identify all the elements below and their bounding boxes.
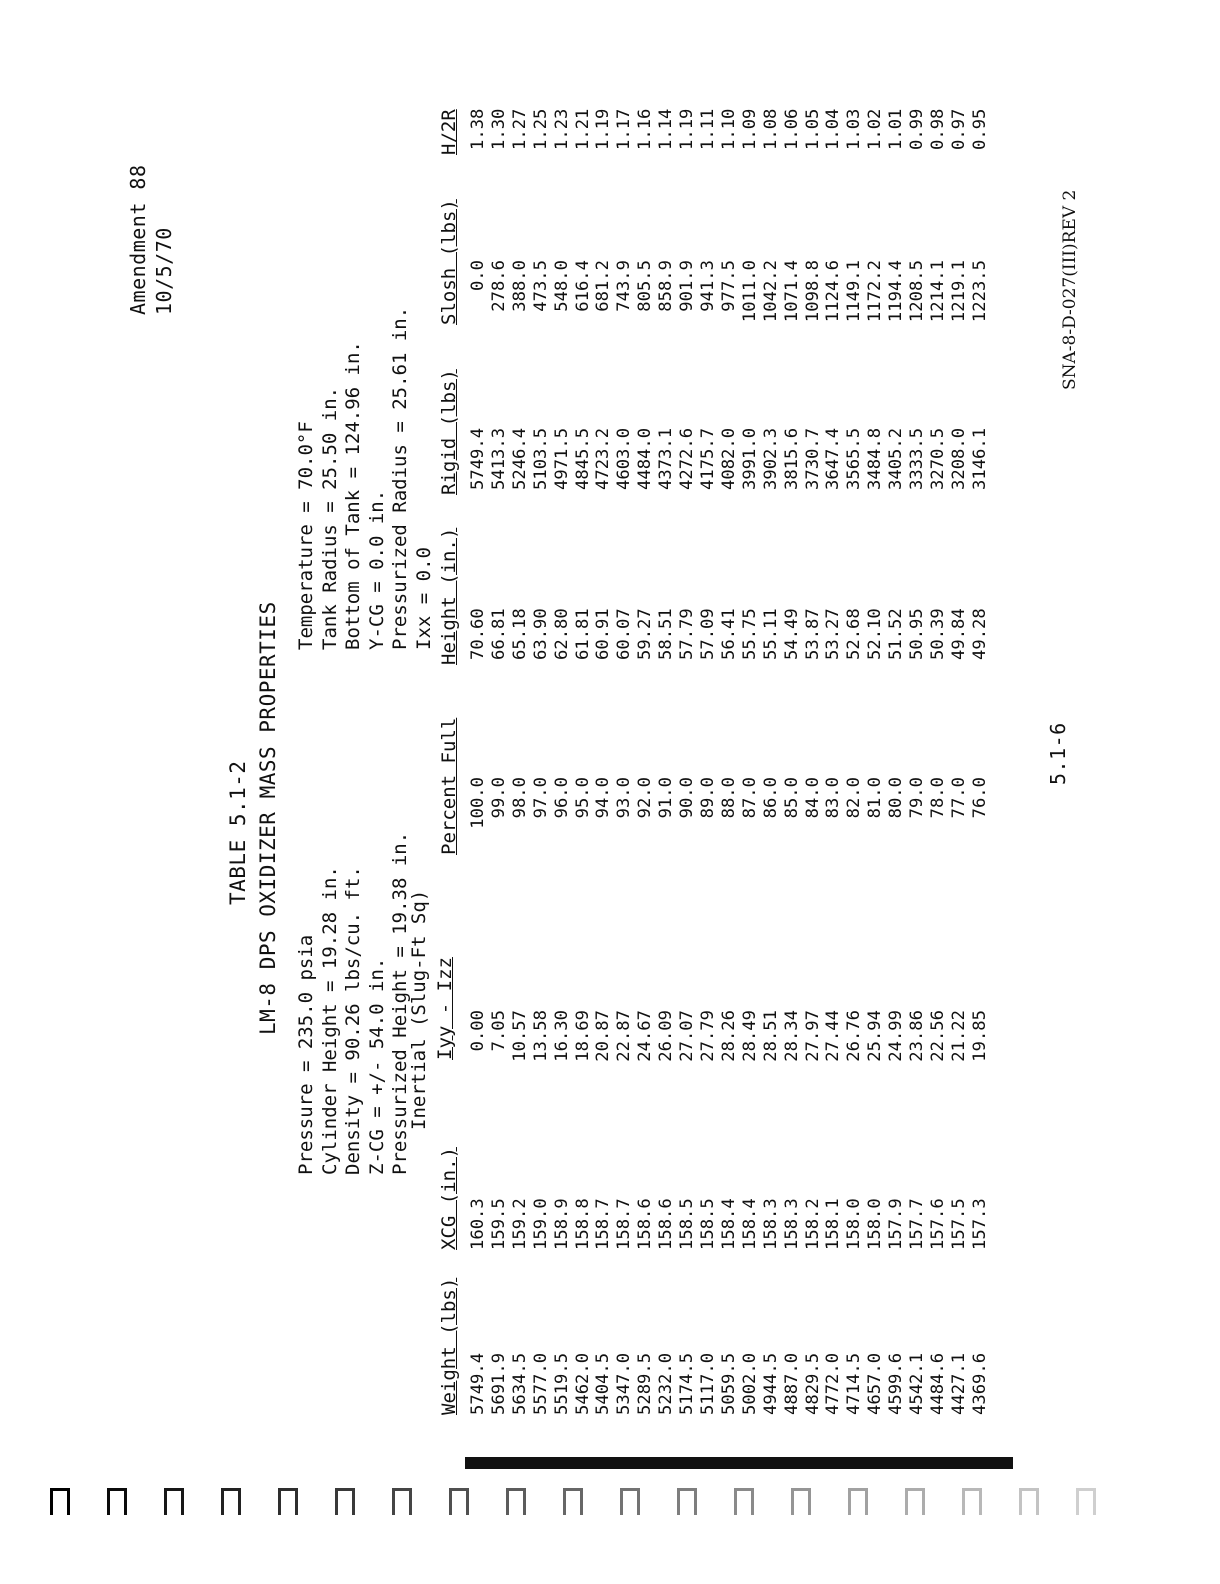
page-number: 5.1-6: [1046, 722, 1070, 785]
cell-percent: 82.0: [844, 777, 865, 819]
cell-iyy: 18.69: [572, 1010, 593, 1062]
cell-rigid: 4373.1: [656, 427, 677, 490]
cell-weight: 5347.0: [614, 1352, 635, 1415]
cell-iyy: 22.87: [614, 1010, 635, 1062]
cell-slosh: 743.9: [614, 260, 635, 312]
cell-xcg: 158.2: [802, 1198, 823, 1250]
cell-iyy: 26.09: [656, 1010, 677, 1062]
col-slosh: [468, 260, 991, 335]
cell-height: 50.95: [907, 608, 928, 660]
cell-height: 61.81: [572, 608, 593, 660]
cell-xcg: 157.9: [886, 1198, 907, 1250]
cell-rigid: 3270.5: [927, 427, 948, 490]
cell-height: 55.11: [760, 608, 781, 660]
param-pressurized-height: Pressurized Height = 19.38 in.: [389, 831, 411, 1175]
cell-rigid: 3902.3: [760, 427, 781, 490]
cell-xcg: 157.7: [907, 1198, 928, 1250]
cell-h2r: 1.23: [551, 108, 572, 150]
cell-percent: 77.0: [948, 777, 969, 819]
col-header-rigid: Rigid (lbs): [438, 369, 460, 495]
cell-xcg: 157.3: [969, 1198, 990, 1250]
cell-xcg: 159.5: [488, 1198, 509, 1250]
cell-h2r: 1.06: [781, 108, 802, 150]
edge-mark: [278, 1488, 298, 1515]
cell-weight: 5404.5: [593, 1352, 614, 1415]
param-pressure: Pressure = 235.0 psia: [295, 934, 317, 1175]
edge-mark: [677, 1488, 697, 1515]
cell-weight: 5117.0: [697, 1352, 718, 1415]
col-header-height: Height (in.): [438, 527, 460, 665]
param-ixx: Ixx = 0.0: [412, 547, 435, 650]
cell-rigid: 3565.5: [844, 427, 865, 490]
cell-weight: 4542.1: [907, 1352, 928, 1415]
cell-h2r: 1.04: [823, 108, 844, 150]
cell-rigid: 3815.6: [781, 427, 802, 490]
edge-mark: [1019, 1488, 1039, 1515]
col-weight: [468, 1353, 991, 1415]
cell-xcg: 159.2: [509, 1198, 530, 1250]
cell-rigid: 4723.2: [593, 427, 614, 490]
cell-rigid: 4484.0: [635, 427, 656, 490]
cell-rigid: 3730.7: [802, 427, 823, 490]
cell-h2r: 0.97: [948, 108, 969, 150]
cell-weight: 4427.1: [948, 1352, 969, 1415]
param-pressurized-radius: Pressurized Radius = 25.61 in.: [389, 306, 411, 650]
cell-slosh: 1223.5: [969, 260, 990, 323]
col-h2r: [468, 109, 991, 150]
cell-rigid: 5413.3: [488, 427, 509, 490]
cell-xcg: 158.0: [844, 1198, 865, 1250]
cell-rigid: 4845.5: [572, 427, 593, 490]
cell-percent: 91.0: [656, 777, 677, 819]
cell-xcg: 158.4: [739, 1198, 760, 1250]
cell-iyy: 24.99: [886, 1010, 907, 1062]
cell-iyy: 20.87: [593, 1010, 614, 1062]
cell-h2r: 1.14: [656, 108, 677, 150]
cell-iyy: 27.44: [823, 1010, 844, 1062]
edge-mark: [506, 1488, 526, 1515]
cell-slosh: 548.0: [551, 260, 572, 312]
cell-percent: 90.0: [677, 777, 698, 819]
cell-slosh: 616.4: [572, 260, 593, 312]
cell-h2r: 1.30: [488, 108, 509, 150]
cell-percent: 88.0: [718, 777, 739, 819]
cell-iyy: 28.34: [781, 1010, 802, 1062]
cell-height: 52.10: [865, 608, 886, 660]
col-header-iyy: Iyy - Izz: [434, 957, 456, 1060]
cell-percent: 92.0: [635, 777, 656, 819]
col-header-h2r: H/2R: [438, 109, 460, 155]
cell-slosh: 681.2: [593, 260, 614, 312]
cell-iyy: 26.76: [844, 1010, 865, 1062]
cell-height: 65.18: [509, 608, 530, 660]
edge-mark: [905, 1488, 925, 1515]
cell-percent: 93.0: [614, 777, 635, 819]
cell-weight: 4484.6: [927, 1352, 948, 1415]
cell-weight: 4887.0: [781, 1352, 802, 1415]
cell-h2r: 1.25: [530, 108, 551, 150]
cell-slosh: 1172.2: [865, 260, 886, 323]
cell-height: 60.91: [593, 608, 614, 660]
cell-weight: 4772.0: [823, 1352, 844, 1415]
cell-percent: 99.0: [488, 777, 509, 819]
cell-slosh: 278.6: [488, 260, 509, 312]
param-density: Density = 90.26 lbs/cu. ft.: [342, 866, 364, 1175]
amendment-date: 10/5/70: [152, 227, 176, 315]
param-y-cg: Y-CG = 0.0 in.: [365, 489, 388, 650]
cell-iyy: 28.51: [760, 1010, 781, 1062]
cell-rigid: 4175.7: [697, 427, 718, 490]
cell-height: 49.84: [948, 608, 969, 660]
cell-xcg: 158.5: [677, 1198, 698, 1250]
table-number: TABLE 5.1-2: [226, 760, 250, 905]
cell-xcg: 158.6: [635, 1198, 656, 1250]
cell-height: 55.75: [739, 608, 760, 660]
cell-percent: 85.0: [781, 777, 802, 819]
cell-height: 58.51: [656, 608, 677, 660]
cell-slosh: 1208.5: [907, 260, 928, 323]
cell-xcg: 158.7: [614, 1198, 635, 1250]
cell-xcg: 158.8: [572, 1198, 593, 1250]
cell-rigid: 4971.5: [551, 427, 572, 490]
col-header-percent: Percent Full: [438, 717, 460, 855]
cell-rigid: 3647.4: [823, 427, 844, 490]
param-tank-radius: Tank Radius = 25.50 in.: [318, 386, 341, 650]
col-height: [468, 608, 991, 660]
cell-percent: 97.0: [530, 777, 551, 819]
cell-rigid: 3146.1: [969, 427, 990, 490]
edge-mark: [848, 1488, 868, 1515]
amendment-label: Amendment 88: [126, 164, 150, 315]
cell-weight: 4829.5: [802, 1352, 823, 1415]
cell-iyy: 27.97: [802, 1010, 823, 1062]
edge-mark: [335, 1488, 355, 1515]
cell-xcg: 158.3: [760, 1198, 781, 1250]
cell-iyy: 16.30: [551, 1010, 572, 1062]
cell-weight: 5059.5: [718, 1352, 739, 1415]
cell-iyy: 27.07: [677, 1010, 698, 1062]
cell-slosh: 858.9: [656, 260, 677, 312]
cell-slosh: 473.5: [530, 260, 551, 312]
cell-xcg: 158.9: [551, 1198, 572, 1250]
cell-height: 63.90: [530, 608, 551, 660]
cell-percent: 100.0: [468, 777, 488, 829]
cell-weight: 5691.9: [488, 1352, 509, 1415]
edge-mark: [392, 1488, 412, 1515]
edge-mark: [221, 1488, 241, 1515]
edge-mark: [449, 1488, 469, 1515]
edge-mark: [164, 1488, 184, 1515]
edge-mark: [620, 1488, 640, 1515]
cell-iyy: 21.22: [948, 1010, 969, 1062]
cell-xcg: 160.3: [468, 1198, 488, 1250]
cell-rigid: 3484.8: [865, 427, 886, 490]
cell-weight: 5174.5: [677, 1352, 698, 1415]
cell-rigid: 3405.2: [886, 427, 907, 490]
cell-weight: 5462.0: [572, 1352, 593, 1415]
cell-iyy: 19.85: [969, 1010, 990, 1062]
cell-h2r: 1.02: [865, 108, 886, 150]
cell-weight: 5002.0: [739, 1352, 760, 1415]
cell-xcg: 158.6: [656, 1198, 677, 1250]
cell-h2r: 1.16: [635, 108, 656, 150]
cell-rigid: 4603.0: [614, 427, 635, 490]
cell-height: 49.28: [969, 608, 990, 660]
cell-slosh: 901.9: [677, 260, 698, 312]
edge-mark: [1076, 1488, 1096, 1515]
cell-rigid: 4082.0: [718, 427, 739, 490]
cell-height: 56.41: [718, 608, 739, 660]
cell-weight: 4599.6: [886, 1352, 907, 1415]
param-temperature: Temperature = 70.0°F: [295, 421, 317, 650]
cell-rigid: 5103.5: [530, 427, 551, 490]
cell-height: 59.27: [635, 608, 656, 660]
cell-iyy: 28.49: [739, 1010, 760, 1062]
col-iyy: [468, 1010, 991, 1080]
cell-slosh: 0.0: [468, 260, 488, 292]
cell-percent: 76.0: [969, 777, 990, 819]
col-rigid: [468, 428, 991, 490]
cell-xcg: 158.4: [718, 1198, 739, 1250]
cell-height: 66.81: [488, 608, 509, 660]
cell-weight: 5519.5: [551, 1352, 572, 1415]
cell-rigid: 5246.4: [509, 427, 530, 490]
cell-h2r: 0.98: [927, 108, 948, 150]
document-id: SNA-8-D-027(III)REV 2: [1060, 189, 1080, 390]
cell-h2r: 1.08: [760, 108, 781, 150]
edge-mark: [734, 1488, 754, 1515]
cell-weight: 5232.0: [656, 1352, 677, 1415]
cell-slosh: 1042.2: [760, 260, 781, 323]
cell-rigid: 4272.6: [677, 427, 698, 490]
cell-slosh: 977.5: [718, 260, 739, 312]
cell-iyy: 13.58: [530, 1010, 551, 1062]
edge-mark: [791, 1488, 811, 1515]
cell-percent: 83.0: [823, 777, 844, 819]
params-right: [295, 307, 436, 650]
cell-height: 54.49: [781, 608, 802, 660]
cell-slosh: 805.5: [635, 260, 656, 312]
cell-slosh: 1194.4: [886, 260, 907, 323]
edge-marks: [50, 1488, 1150, 1518]
cell-h2r: 0.95: [969, 108, 990, 150]
table-title: LM-8 DPS OXIDIZER MASS PROPERTIES: [256, 601, 280, 1035]
cell-slosh: 1011.0: [739, 260, 760, 323]
cell-h2r: 1.38: [468, 108, 488, 150]
cell-iyy: 28.26: [718, 1010, 739, 1062]
cell-percent: 95.0: [572, 777, 593, 819]
cell-height: 51.52: [886, 608, 907, 660]
cell-weight: 5577.0: [530, 1352, 551, 1415]
cell-percent: 79.0: [907, 777, 928, 819]
cell-percent: 89.0: [697, 777, 718, 819]
cell-height: 53.87: [802, 608, 823, 660]
cell-h2r: 1.05: [802, 108, 823, 150]
cell-h2r: 1.03: [844, 108, 865, 150]
cell-h2r: 1.19: [677, 108, 698, 150]
cell-height: 57.09: [697, 608, 718, 660]
col-header-inertial: Inertial (Slug-Ft Sq): [408, 889, 430, 1130]
cell-percent: 96.0: [551, 777, 572, 819]
param-cylinder-height: Cylinder Height = 19.28 in.: [318, 866, 341, 1175]
cell-height: 50.39: [927, 608, 948, 660]
cell-height: 60.07: [614, 608, 635, 660]
cell-slosh: 1214.1: [927, 260, 948, 323]
edge-mark: [107, 1488, 127, 1515]
cell-h2r: 1.01: [886, 108, 907, 150]
cell-height: 57.79: [677, 608, 698, 660]
cell-iyy: 22.56: [927, 1010, 948, 1062]
cell-percent: 86.0: [760, 777, 781, 819]
cell-slosh: 1098.8: [802, 260, 823, 323]
cell-h2r: 1.19: [593, 108, 614, 150]
cell-height: 53.27: [823, 608, 844, 660]
cell-rigid: 3208.0: [948, 427, 969, 490]
cell-height: 62.80: [551, 608, 572, 660]
param-z-cg: Z-CG = +/- 54.0 in.: [365, 957, 388, 1175]
cell-weight: 5749.4: [468, 1352, 488, 1415]
cell-iyy: 27.79: [697, 1010, 718, 1062]
edge-mark: [563, 1488, 583, 1515]
col-header-weight: Weight (lbs): [438, 1277, 460, 1415]
cell-xcg: 158.7: [593, 1198, 614, 1250]
cell-rigid: 3333.5: [907, 427, 928, 490]
cell-h2r: 1.21: [572, 108, 593, 150]
cell-iyy: 25.94: [865, 1010, 886, 1062]
cell-weight: 4369.6: [969, 1352, 990, 1415]
cell-xcg: 158.3: [781, 1198, 802, 1250]
cell-xcg: 157.5: [948, 1198, 969, 1250]
col-header-slosh: Slosh (lbs): [438, 199, 460, 325]
edge-mark: [962, 1488, 982, 1515]
cell-percent: 80.0: [886, 777, 907, 819]
cell-iyy: 7.05: [488, 1010, 509, 1052]
cell-h2r: 0.99: [907, 108, 928, 150]
change-bar: [465, 1457, 1013, 1469]
cell-slosh: 388.0: [509, 260, 530, 312]
cell-h2r: 1.09: [739, 108, 760, 150]
cell-height: 52.68: [844, 608, 865, 660]
cell-iyy: 0.00: [468, 1010, 488, 1052]
cell-xcg: 159.0: [530, 1198, 551, 1250]
cell-iyy: 23.86: [907, 1010, 928, 1062]
edge-mark: [50, 1488, 70, 1515]
cell-height: 70.60: [468, 608, 488, 660]
cell-percent: 94.0: [593, 777, 614, 819]
cell-rigid: 5749.4: [468, 427, 488, 490]
rotated-page: [48, 95, 1108, 1475]
cell-weight: 4714.5: [844, 1352, 865, 1415]
cell-rigid: 3991.0: [739, 427, 760, 490]
cell-xcg: 158.0: [865, 1198, 886, 1250]
cell-slosh: 941.3: [697, 260, 718, 312]
cell-h2r: 1.10: [718, 108, 739, 150]
cell-percent: 84.0: [802, 777, 823, 819]
cell-h2r: 1.27: [509, 108, 530, 150]
param-bottom-of-tank: Bottom of Tank = 124.96 in.: [342, 341, 364, 650]
cell-iyy: 24.67: [635, 1010, 656, 1062]
cell-weight: 4944.5: [760, 1352, 781, 1415]
cell-percent: 81.0: [865, 777, 886, 819]
col-header-xcg: XCG (in.): [438, 1147, 460, 1250]
cell-xcg: 158.1: [823, 1198, 844, 1250]
cell-weight: 5289.5: [635, 1352, 656, 1415]
cell-slosh: 1071.4: [781, 260, 802, 323]
cell-percent: 98.0: [509, 777, 530, 819]
cell-iyy: 10.57: [509, 1010, 530, 1062]
cell-xcg: 158.5: [697, 1198, 718, 1250]
cell-slosh: 1219.1: [948, 260, 969, 323]
cell-slosh: 1149.1: [844, 260, 865, 323]
cell-weight: 4657.0: [865, 1352, 886, 1415]
col-percent: [468, 777, 991, 845]
params-left: [295, 832, 413, 1175]
col-xcg: [468, 1198, 991, 1250]
cell-slosh: 1124.6: [823, 260, 844, 323]
cell-xcg: 157.6: [927, 1198, 948, 1250]
cell-percent: 87.0: [739, 777, 760, 819]
cell-h2r: 1.17: [614, 108, 635, 150]
cell-h2r: 1.11: [697, 108, 718, 150]
cell-percent: 78.0: [927, 777, 948, 819]
cell-weight: 5634.5: [509, 1352, 530, 1415]
